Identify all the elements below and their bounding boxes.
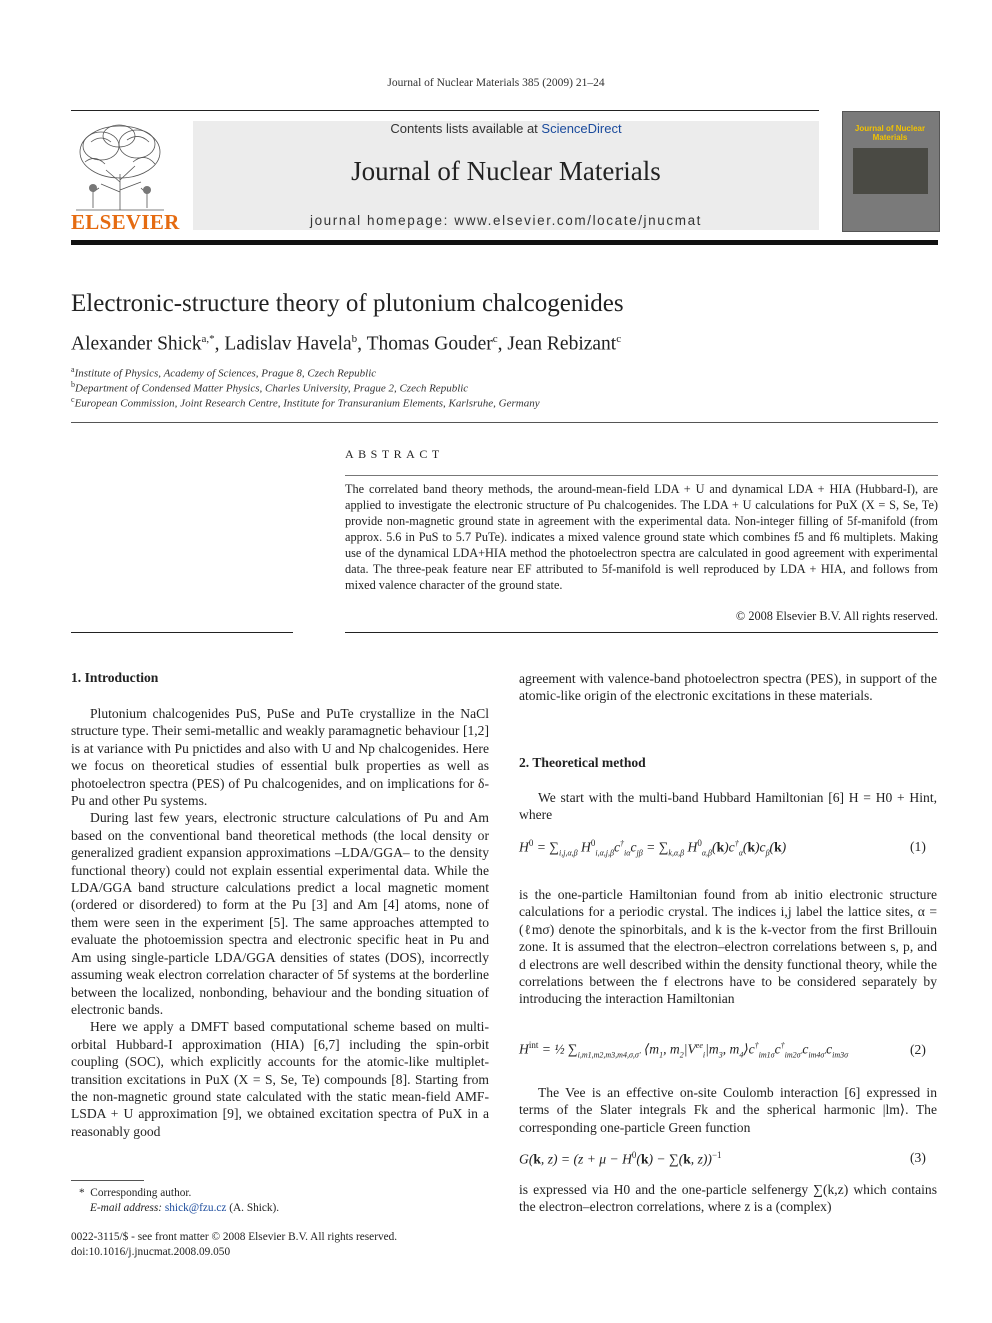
author-sup[interactable]: c [616,333,622,345]
running-head: Journal of Nuclear Materials 385 (2009) 21–24 [387,77,605,89]
paragraph: Here we apply a DMFT based computational scheme based on multi-orbital Hubbard-I approximation (HIA) [6,7] including the spin-orbit coupling (SOC), which explicitly accounts for the atomic-like multiplet-transition excitations in PuX (X = S, Se, Te) compounds [8]. Starting from the non-magnetic ground state calculated with the static mean-field AMF-LSDA + U approximation [9], we obtained excitation spectra of PuX in a reasonably good [71,1019,489,1139]
contents-line [193,121,819,136]
method-paragraph-4 [519,1181,937,1216]
method-paragraph-2 [519,886,937,1008]
author-name: Thomas Gouder [366,333,493,355]
paragraph: agreement with valence-band photoelectron spectra (PES), in support of the atomic-like origin of the electronic excitations in these materials. [519,671,937,704]
paragraph: is the one-particle Hamiltonian found from ab initio electronic structure calculations for a periodic crystal. The indices i,j label the lattice sites, α = (ℓmσ) denote the spinorbitals, and k is the k-vector from the first Brillouin zone. It is assumed that the electron–electron correlations between s, p, and d electrons are well described within the density functional theory, while the correlations between the f electrons have to be considered separately by introducing the interaction Hamiltonian [519,887,937,1007]
paragraph: Plutonium chalcogenides PuS, PuSe and PuTe crystallize in the NaCl structure type. Their semi-metallic and weakly paramagnetic behaviour [1,2] is at variance with Pu pnictides and also with U and Np chalcogenides. Here we focus on theoretical studies of essential bulk properties as well as photoelectron spectra (PES) of Pu chalcogenides, and on implications for δ-Pu and other Pu systems. [71,706,489,809]
paragraph: During last few years, electronic structure calculations of Pu and Am based on the conventional band theoretical methods (the local density or generalized gradient expansion approximations –LDA/GGA– to the density functional theory) could not explain essential experimental data. While the LDA/GGA band structure calculations predict a local magnetic moment (ordered or disordered) to form at the Pu [3] and Am [4] atoms, none of them were seen in the experiment [5]. The same approaches attempted to evaluate the photoemission spectra and electronic specific heat in Pu and Am using single-particle LDA/GGA densities of states (DOS), incorrectly assuming weak electron correlation character of 5f systems at the borderline between the localized, nonbonding, behaviour and the bonding situation of electronic bands. [71,810,489,1017]
affiliation-b [71,380,468,395]
author-sup[interactable]: b [351,333,358,345]
footnote-email [90,1202,279,1214]
footnote-rule [71,1180,144,1181]
cover-image [853,148,928,194]
section-heading-introduction: 1. Introduction [71,670,159,685]
author-name: Alexander Shick [71,333,202,355]
equation-1: $H^0 = \sum_{i,j,\alpha,\beta}$ $H^0_{i,\alpha,j,\beta}c^\dagger_{i\alpha}c_{j\beta} = \sum_{k,\alpha,\beta}$ $H^0_{\alpha,\beta}(k)c^\dagger_\alpha(k)c_\beta(k)$ [519,838,787,858]
email-label: E-mail address: [90,1202,165,1214]
elsevier-wordmark: ELSEVIER [71,210,180,234]
equation-number: (3) [910,1150,926,1165]
email-suffix: (A. Shick). [226,1202,280,1214]
email-link[interactable]: shick@fzu.cz [164,1202,227,1214]
affiliation-rule [71,422,938,423]
equation-number: (1) [910,839,926,854]
journal-homepage[interactable]: journal homepage: www.elsevier.com/locate/jnucmat [309,213,703,228]
equation-3: G(k, $z) = (z + \mu - H^0(k) - \sum(k$, z))$^{-1}$ [519,1150,722,1167]
affiliation-c [71,395,540,410]
equation-number: (2) [910,1042,926,1057]
section-heading-method: 2. Theoretical method [519,755,646,770]
abstract-heading: ABSTRACT [345,447,444,461]
affiliation-text: Department of Condensed Matter Physics, Charles University, Prague 2, Czech Republic [75,382,469,395]
affiliation-key: c [71,395,75,404]
method-paragraph-3 [519,1084,937,1136]
paragraph: We start with the multi-band Hubbard Hamiltonian [6] H = H0 + Hint, where [519,790,937,823]
affiliation-text: Institute of Physics, Academy of Sciences, Prague 8, Czech Republic [74,367,377,380]
issn-line: 0022-3115/$ - see front matter © 2008 Elsevier B.V. All rights reserved. [71,1231,398,1243]
author-list: Alexander Shick$^{a,*}$, Ladislav Havela$^b$, Thomas Gouder$^c$, Jean Rebizant$^c$ [71,333,622,355]
abstract-text: The correlated band theory methods, the around-mean-field LDA + U and dynamical LDA + HIA (Hubbard-I), are applied to investigate the electronic structure of Pu chalcogenides. The LDA + U calculations for PuX (X = S, Se, Te) provide non-magnetic ground state in agreement with the experimental data. Non-integer filling of 5f-manifold (from approx. 5.6 in PuS to 5.7 PuTe). indicates a mixed valence ground state which combines f5 and f6 multiplets. Making use of the dynamical LDA+HIA method the photoelectron spectra are calculated in good agreement with experimental data. The three-peak feature near EF attributed to 5f-manifold is well reproduced by LDA + HIA, and follows from mixed valence character of the ground state. [345,482,938,592]
equation-2: $H^{int}$ = ½ $\sum_{i,m1,m2,m3,m4,\sigma,\sigma'}$ $⟨m_1$, $m_2|V^{ee}_i|m_3$, $m_4⟩c^\dagger_{im1\sigma}c^\dagger_{im2\sigma'}c_{im4\sigma'}c_{im3\sigma}$ [519,1040,849,1060]
affiliation-a [71,365,376,380]
left-column [71,705,489,1140]
method-paragraph-1 [519,789,937,824]
sciencedirect-link[interactable]: ScienceDirect [541,121,622,136]
abstract-copyright: © 2008 Elsevier B.V. All rights reserved. [735,609,938,623]
doi-line[interactable]: doi:10.1016/j.jnucmat.2008.09.050 [71,1246,231,1258]
right-column-intro [519,670,937,705]
article-title: Electronic-structure theory of plutonium chalcogenides [71,290,624,317]
paragraph: is expressed via H0 and the one-particle selfenergy ∑(k,z) which contains the electron–electron correlations, where z is a (complex) [519,1182,937,1215]
author-name: Ladislav Havela [224,333,352,355]
elsevier-tree-logo [71,122,169,212]
author-name: Jean Rebizant [507,333,617,355]
journal-title: Journal of Nuclear Materials [351,156,661,186]
affiliation-key: a [71,365,75,374]
header-rule [71,110,819,111]
affiliation-text: European Commission, Joint Research Centre, Institute for Transuranium Elements, Karlsruhe, Germany [74,397,540,410]
paragraph: The Vee is an effective on-site Coulomb interaction [6] expressed in terms of the Slater integrals Fk and the spherical harmonic |lm⟩. The corresponding one-particle Green function [519,1085,937,1135]
contents-prefix: Contents lists available at [390,121,542,136]
affiliation-key: b [71,380,75,389]
header-thick-rule [71,240,938,245]
left-section-rule [71,632,293,633]
author-sup[interactable]: c [492,333,498,345]
footnote-corresponding: * Corresponding author. [79,1187,192,1199]
abstract-top-rule [345,475,938,476]
abstract-bottom-rule [345,632,938,633]
cover-title: Journal of Nuclear Materials [854,124,926,142]
author-sup[interactable]: a,* [201,333,215,345]
footnote-text: Corresponding author. [90,1187,192,1199]
